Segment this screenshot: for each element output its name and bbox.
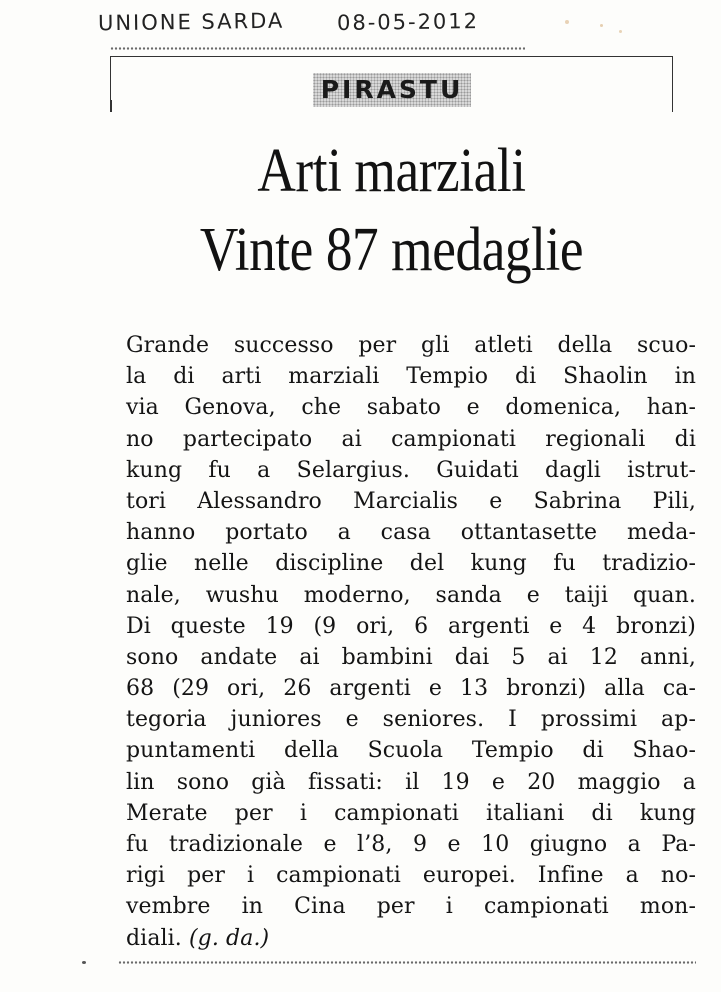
body-line: glie nelle discipline del kung fu tradizio- [126, 551, 696, 577]
bottom-dotted-rule [118, 960, 696, 965]
headline-line-1: Arti marziali [257, 137, 526, 205]
body-line: nale, wushu moderno, sanda e taiji quan. [126, 582, 696, 608]
body-last-line [126, 923, 696, 954]
paper-speck [565, 20, 569, 24]
body-line: la di arti marziali Tempio di Shaolin in [126, 364, 696, 390]
body-line: Merate per i campionati italiani di kung [126, 800, 696, 826]
section-tag: PIRASTU [313, 73, 471, 107]
body-line: rigi per i campionati europei. Infine a no- [126, 863, 696, 889]
paper-speck [600, 24, 603, 27]
paper-speck [619, 30, 622, 33]
body-line: kung fu a Selargius. Guidati dagli istrut- [126, 457, 696, 483]
top-dotted-rule [110, 46, 525, 51]
body-line: tegoria juniores e seniores. I prossimi ap- [126, 707, 696, 733]
body-line: lin sono già fissati: il 19 e 20 maggio a [126, 769, 696, 795]
frame-left-edge [110, 100, 112, 112]
handwritten-date-note: 08-05-2012 [336, 9, 480, 35]
body-line: 68 (29 ori, 26 argenti e 13 bronzi) alla ca- [126, 676, 696, 702]
paper-speck [82, 961, 86, 964]
article-body [126, 330, 696, 954]
body-line: via Genova, che sabato e domenica, han- [126, 395, 696, 421]
body-line: puntamenti della Scuola Tempio di Shao- [126, 738, 696, 764]
headline-line-2: Vinte 87 medaglie [199, 216, 584, 284]
body-line: hanno portato a casa ottantasette meda- [126, 520, 696, 546]
handwritten-source-note: UNIONE SARDA [97, 8, 285, 36]
body-line: Grande successo per gli atleti della scuo- [126, 333, 696, 358]
body-line: no partecipato ai campionati regionali di [126, 426, 696, 452]
body-last-line-text: diali. [126, 925, 189, 951]
body-line: Di queste 19 (9 ori, 6 argenti e 4 bronzi) [126, 613, 696, 639]
frame-right-edge [672, 100, 674, 112]
body-line: vembre in Cina per i campionati mon- [126, 894, 696, 920]
body-line: sono andate ai bambini dai 5 ai 12 anni, [126, 644, 696, 670]
author-signature: (g. da.) [189, 925, 270, 951]
body-line: tori Alessandro Marcialis e Sabrina Pili, [126, 488, 696, 514]
body-line: fu tradizionale e l’8, 9 e 10 giugno a Pa- [126, 832, 696, 857]
